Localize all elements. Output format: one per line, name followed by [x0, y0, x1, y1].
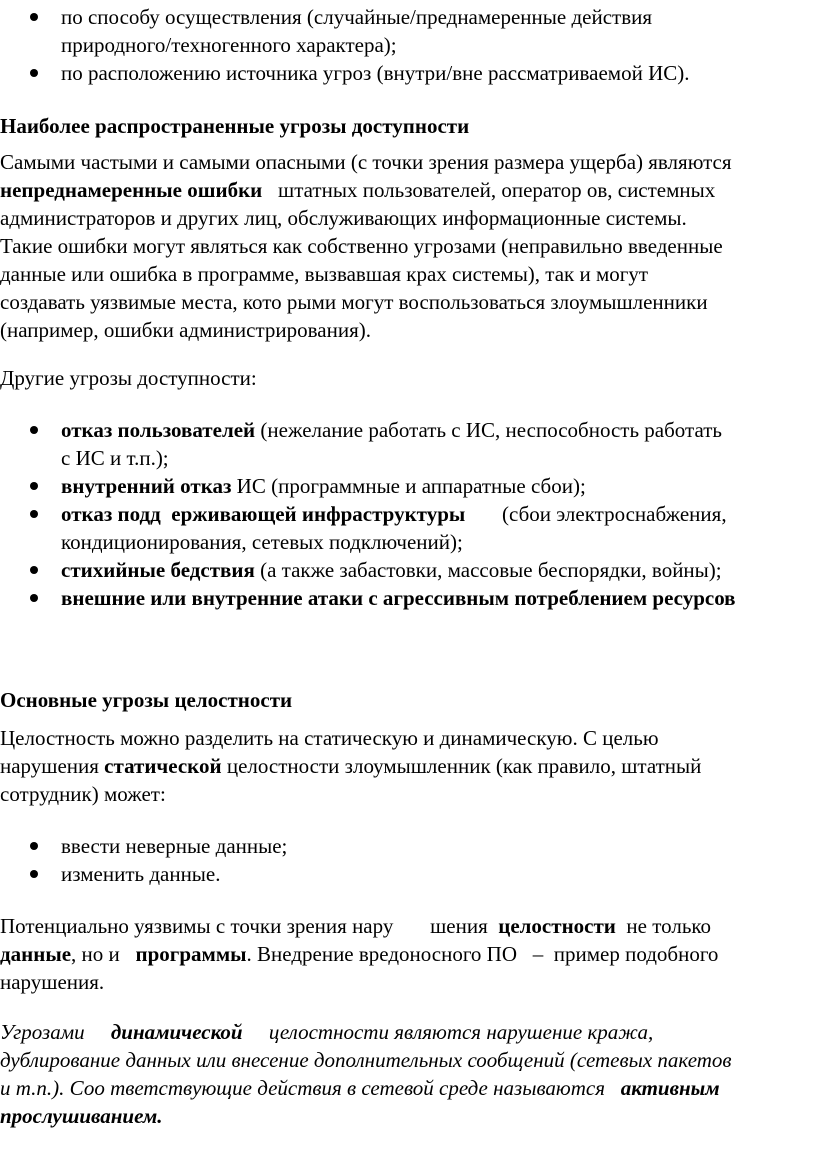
- section-heading-availability: Наиболее распространенные угрозы доступности: [0, 114, 470, 138]
- list-item-continuation: с ИС и т.п.);: [61, 446, 169, 470]
- list-item: отказ подд ерживающей инфраструктуры (сбои электроснабжения,: [0, 500, 816, 528]
- list-item: отказ пользователей (нежелание работать с ИС, неспособность работать: [0, 416, 816, 444]
- bullet-icon: [30, 566, 38, 574]
- list-item: по способу осуществления (случайные/преднамеренные действия: [0, 3, 816, 31]
- bullet-icon: [30, 426, 38, 434]
- bullet-icon: [30, 69, 38, 77]
- list-item: ввести неверные данные;: [0, 832, 816, 860]
- paragraph-dynamic-integrity: Угрозами динамической целостности являются нарушение кража, дублирование данных или внесение дополнительных сообщений (сетевых пакетов и т.п.). Соо тветствующие действия в сетевой среде называются активным прослушиванием.: [0, 1020, 732, 1128]
- bullet-icon: [30, 870, 38, 878]
- bullet-icon: [30, 594, 38, 602]
- list-item: изменить данные.: [0, 860, 816, 888]
- paragraph-other-threats: Другие угрозы доступности:: [0, 366, 257, 390]
- bullet-list-availability-threats: [0, 416, 816, 612]
- bullet-list-attacker-actions: [0, 832, 816, 888]
- list-item: по расположению источника угроз (внутри/вне рассматриваемой ИС).: [0, 59, 816, 87]
- bullet-icon: [30, 510, 38, 518]
- list-item-continuation: природного/техногенного характера);: [61, 33, 397, 57]
- bullet-icon: [30, 482, 38, 490]
- bullet-icon: [30, 13, 38, 21]
- list-item: стихийные бедствия (а также забастовки, массовые беспорядки, войны);: [0, 556, 816, 584]
- paragraph-vulnerable-objects: Потенциально уязвимы с точки зрения нару шения целостности не только данные, но и программы. Внедрение вредоносного ПО – пример подобного нарушения.: [0, 914, 719, 994]
- bullet-list-threat-classification: [0, 3, 816, 87]
- paragraph-common-threats: Самыми частыми и самыми опасными (с точки зрения размера ущерба) являются непреднамеренные ошибки штатных пользователей, оператор ов, системных администраторов и других лиц, обслуживающих информационные системы. Такие ошибки могут являться как собственно угрозами (неправильно введенные данные или ошибка в программе, вызвавшая крах системы), так и могут создавать уязвимые места, кото рыми могут воспользоваться злоумышленники (например, ошибки администрирования).: [0, 150, 732, 342]
- list-item: внешние или внутренние атаки с агрессивным потреблением ресурсов: [0, 584, 816, 612]
- section-heading-integrity: Основные угрозы целостности: [0, 688, 293, 712]
- list-item: внутренний отказ ИС (программные и аппаратные сбои);: [0, 472, 816, 500]
- bullet-icon: [30, 842, 38, 850]
- list-item-continuation: кондиционирования, сетевых подключений);: [61, 530, 463, 554]
- paragraph-integrity-types: Целостность можно разделить на статическую и динамическую. С целью нарушения статической целостности злоумышленник (как правило, штатный сотрудник) может:: [0, 726, 702, 806]
